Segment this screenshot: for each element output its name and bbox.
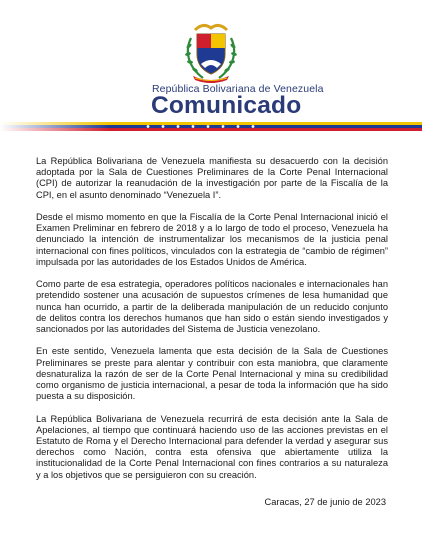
communique-body xyxy=(36,156,388,492)
paragraph: La República Bolivariana de Venezuela recurrirá de esta decisión ante la Sala de Apelaciones, al tiempo que continuará haciendo uso de las acciones previstas en el Estatuto de Roma y el Derecho Internacional para defender la verdad y asegurar sus derechos como Nación, contra esta ofensiva que abiertamente utiliza la institucionalidad de la Corte Penal Internacional con fines contrarios a su naturaleza y a los objetivos que se persiguieron con su creación. xyxy=(36,413,388,480)
republic-name: República Bolivariana de Venezuela xyxy=(152,83,324,95)
page-title: Comunicado xyxy=(151,92,302,119)
paragraph: Como parte de esa estrategia, operadores políticos nacionales e internacionales han pretendido sostener una acusación de supuestos crímenes de lesa humanidad que nunca han ocurrido, a partir de la deliberada manipulación de un reducido conjunto de delitos contra los derechos humanos que han sido o están siendo investigados y sancionados por las autoridades del Sistema de Justicia venezolano. xyxy=(36,279,388,335)
paragraph: Desde el mismo momento en que la Fiscalía de la Corte Penal Internacional inició el Examen Preliminar en febrero de 2018 y a lo largo de todo el proceso, Venezuela ha denunciado la intención de instrumentalizar los mecanismos de la justicia penal internacional con fines políticos, vinculados con la estrategia de “cambio de régimen” impulsada por las autoridades de los Estados Unidos de América. xyxy=(36,212,388,267)
flag-stripe xyxy=(0,122,422,131)
paragraph: La República Bolivariana de Venezuela manifiesta su desacuerdo con la decisión adoptada por la Sala de Cuestiones Preliminares de la Corte Penal Internacional (CPI) de autorizar la reanudación de la investigación por parte de la Fiscalía de la CPI, en el asunto denominado “Venezuela I”. xyxy=(36,156,388,200)
letterhead xyxy=(0,0,422,135)
coat-of-arms-icon xyxy=(181,20,241,84)
paragraph: En este sentido, Venezuela lamenta que esta decisión de la Sala de Cuestiones Preliminares se preste para alentar y contribuir con esta maniobra, que claramente desnaturaliza la razón de ser de la Corte Penal Internacional y mina su credibilidad como organismo de justicia internacional, a pesar de toda la información que ha sido puesta a su disposición. xyxy=(36,346,388,402)
place-and-date: Caracas, 27 de junio de 2023 xyxy=(264,497,386,507)
